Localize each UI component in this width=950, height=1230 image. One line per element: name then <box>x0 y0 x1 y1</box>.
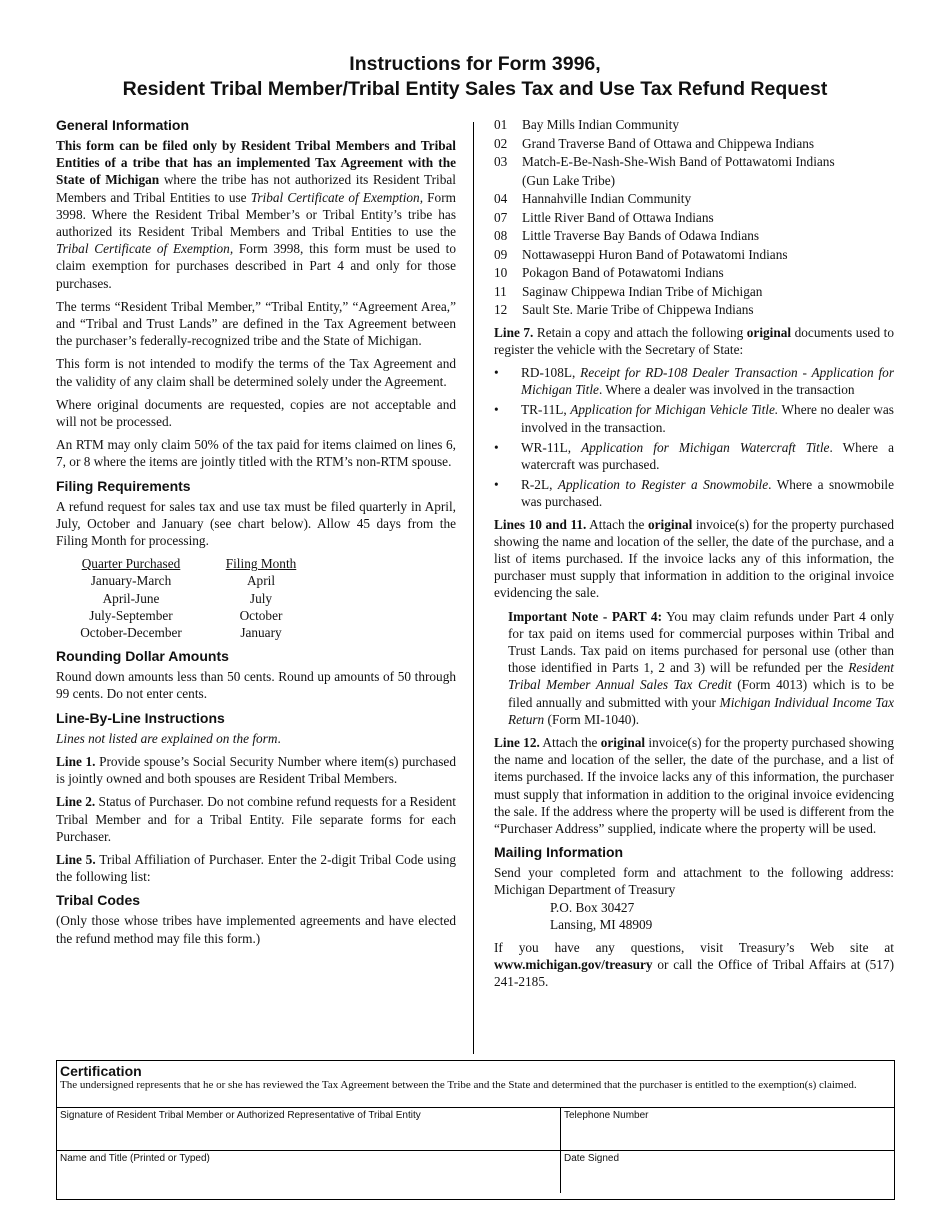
tribal-codes-list <box>494 116 894 320</box>
line-5-instruction: Line 5. Tribal Affiliation of Purchaser. Enter the 2-digit Tribal Code using the following list: <box>56 851 456 885</box>
list-item: • RD-108L, Receipt for RD-108 Dealer Transaction - Application for Michigan Title. Where a dealer was involved in the transaction <box>494 364 894 398</box>
signature-field[interactable] <box>57 1108 561 1150</box>
tribal-codes-note: (Only those whose tribes have implemented agreements and have elected the refund method may file this form.) <box>56 913 456 946</box>
name-title-label: Name and Title (Printed or Typed) <box>60 1153 210 1164</box>
general-paragraph-2: The terms “Resident Tribal Member,” “Tribal Entity,” “Agreement Area,” and “Tribal and Trust Lands” are defined in the Tax Agreement between the purchaser’s federally-recognized tribe and the State of Michigan. <box>56 298 456 349</box>
signature-label: Signature of Resident Tribal Member or Authorized Representative of Tribal Entity <box>60 1110 421 1121</box>
line-7-documents <box>494 364 894 511</box>
list-item: 07 Little River Band of Ottawa Indians <box>494 209 714 225</box>
page-title <box>0 52 950 102</box>
filing-paragraph: A refund request for sales tax and use tax must be filed quarterly in April, July, October and January (see chart below). Allow 45 days from the Filing Month for processing. <box>56 498 456 549</box>
list-item: (Gun Lake Tribe) <box>522 172 616 188</box>
table-cell: October <box>239 607 283 623</box>
treasury-website-link[interactable]: www.michigan.gov/treasury <box>494 957 653 973</box>
address-line-3: Lansing, MI 48909 <box>550 916 653 932</box>
table-cell: January <box>240 625 282 641</box>
date-signed-field[interactable] <box>561 1151 894 1193</box>
telephone-label: Telephone Number <box>564 1110 649 1121</box>
line-by-line-heading: Line-By-Line Instructions <box>56 709 225 726</box>
certification-box <box>56 1060 895 1200</box>
title-line-1: Instructions for Form 3996, <box>349 53 601 75</box>
mailing-address <box>494 864 894 933</box>
questions-paragraph: If you have any questions, visit Treasury’s Web site at www.michigan.gov/treasury or call the Office of Tribal Affairs at (517) 241-2185. <box>494 940 894 990</box>
general-paragraph-1: This form can be filed only by Resident Tribal Members and Tribal Entities of a tribe that has an implemented Tax Agreement with the State of Michigan where the tribe has not authorized its Resident Tribal Members and Tribal Entities to use Tribal Certificate of Exemption, Form 3998. Where the Resident Tribal Member’s or Tribal Entity’s tribe has authorized its Resident Tribal Members and Tribal Entities to use the Tribal Certificate of Exemption, Form 3998, this form must be used to claim exemption for purchases described in Part 4 and only for those purchases. <box>56 138 456 291</box>
important-note-part-4: Important Note - PART 4: You may claim refunds under Part 4 only for tax paid on items used for commercial purposes within Tribal and Trust Lands. Tax paid on items purchased for personal use (other than those identified in Parts 1, 2 and 3) will be refunded per the Resident Tribal Member Annual Sales Tax Credit (Form 4013) which is to be filed annually and submitted with your Michigan Individual Income Tax Return (Form MI-1040). <box>508 608 894 727</box>
title-line-2: Resident Tribal Member/Tribal Entity Sales Tax and Use Tax Refund Request <box>122 78 828 100</box>
left-column <box>56 116 456 953</box>
table-cell: April <box>246 573 276 589</box>
list-item: • R-2L, Application to Register a Snowmobile. Where a snowmobile was purchased. <box>494 477 894 510</box>
rounding-heading: Rounding Dollar Amounts <box>56 648 229 665</box>
filing-requirements-heading: Filing Requirements <box>56 477 191 494</box>
address-line-2: P.O. Box 30427 <box>550 899 635 915</box>
line-1-instruction: Line 1. Provide spouse’s Social Security Number where item(s) purchased is jointly owned and both spouses are Resident Tribal Members. <box>56 753 456 787</box>
date-signed-label: Date Signed <box>564 1153 620 1164</box>
bullet-icon: • <box>494 439 499 455</box>
list-item: 03 Match-E-Be-Nash-She-Wish Band of Pottawatomi Indians <box>494 154 835 169</box>
certification-statement: The undersigned represents that he or she has reviewed the Tax Agreement between the Tribe and the State and determined that the purchaser is entitled to the exemption(s) claimed. <box>60 1079 857 1091</box>
right-column <box>494 116 894 997</box>
line-12-instruction: Line 12. Attach the original invoice(s) for the property purchased showing the name and location of the seller, the date of the purchase, and a list of items purchased. If the invoice lacks any of this information, the purchaser must supply that information in addition to the original invoice evidencing the sale. If the address where the property will be used is different from the “Purchaser Address” supplied, indicate where the property will be used. <box>494 734 894 836</box>
table-cell: July-September <box>89 607 173 623</box>
list-item: • WR-11L, Application for Michigan Watercraft Title. Where a watercraft was purchased. <box>494 439 894 472</box>
table-cell: April-June <box>102 590 160 606</box>
lines-10-11-instruction: Lines 10 and 11. Attach the original invoice(s) for the property purchased showing the name and location of the seller, the date of the purchase, and a list of items purchased. If the invoice lacks any of this information, the purchaser must supply that information in addition to the original invoice evidencing the sale. <box>494 516 894 601</box>
bullet-icon: • <box>494 477 499 493</box>
general-paragraph-3: This form is not intended to modify the terms of the Tax Agreement and the validity of any claim shall be determined solely under the Agreement. <box>56 356 456 389</box>
column-divider <box>473 122 474 1054</box>
table-cell: October-December <box>80 625 182 641</box>
list-item: 08 Little Traverse Bay Bands of Odawa Indians <box>494 228 760 243</box>
table-header-quarter: Quarter Purchased <box>81 556 181 572</box>
list-item: • TR-11L, Application for Michigan Vehicle Title. Where no dealer was involved in the transaction. <box>494 402 894 435</box>
certification-row-2 <box>57 1150 894 1193</box>
list-item: 10 Pokagon Band of Potawatomi Indians <box>494 265 724 280</box>
tribal-codes-heading: Tribal Codes <box>56 892 141 909</box>
table-cell: July <box>249 590 273 606</box>
list-item: 04 Hannahville Indian Community <box>494 191 692 206</box>
list-item: 11 Saginaw Chippewa Indian Tribe of Michigan <box>494 283 763 299</box>
name-title-field[interactable] <box>57 1151 561 1193</box>
general-information-heading: General Information <box>56 117 190 133</box>
table-cell: January-March <box>90 573 172 589</box>
bullet-icon: • <box>494 402 499 418</box>
general-paragraph-5: An RTM may only claim 50% of the tax paid for items claimed on lines 6, 7, or 8 where the items are jointly titled with the RTM’s non-RTM spouse. <box>56 437 456 470</box>
line-by-line-intro: Lines not listed are explained on the form. <box>56 730 281 746</box>
rounding-paragraph: Round down amounts less than 50 cents. Round up amounts of 50 through 99 cents. Do not enter cents. <box>56 669 456 702</box>
list-item: 09 Nottawaseppi Huron Band of Potawatomi Indians <box>494 246 788 262</box>
mailing-information-heading: Mailing Information <box>494 844 624 861</box>
certification-heading: Certification <box>60 1063 142 1079</box>
list-item: 02 Grand Traverse Band of Ottawa and Chippewa Indians <box>494 135 815 151</box>
list-item: 12 Sault Ste. Marie Tribe of Chippewa Indians <box>494 302 754 317</box>
line-2-instruction: Line 2. Status of Purchaser. Do not combine refund requests for a Resident Tribal Member and for a Tribal Entity. File separate forms for each Purchaser. <box>56 794 456 844</box>
mailing-intro: Send your completed form and attachment to the following address: Michigan Department of Treasury <box>494 865 894 898</box>
telephone-field[interactable] <box>561 1108 894 1150</box>
certification-row-1 <box>57 1107 894 1150</box>
bullet-icon: • <box>494 364 499 380</box>
general-paragraph-4: Where original documents are requested, copies are not acceptable and will not be processed. <box>56 396 456 430</box>
line-7-instruction: Line 7. Retain a copy and attach the following original documents used to register the vehicle with the Secretary of State: <box>494 324 894 357</box>
table-header-month: Filing Month <box>225 556 297 572</box>
list-item: 01 Bay Mills Indian Community <box>494 117 679 132</box>
filing-schedule-table <box>56 555 456 641</box>
